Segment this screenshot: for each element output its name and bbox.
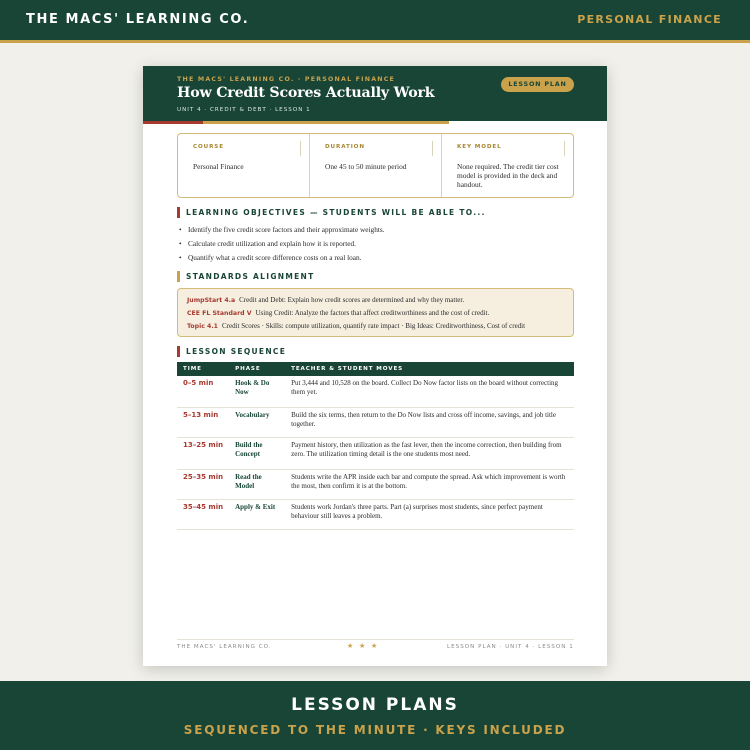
footer-page-label: LESSON PLAN · UNIT 4 · LESSON 1 [447,644,574,650]
phase-cell: Build the Concept [229,437,285,469]
table-row [177,499,574,529]
standard-code: CEE FL Standard V [187,310,252,317]
phase-cell: Vocabulary [229,407,285,437]
header-accent-gold [203,121,449,124]
doc-eyebrow: THE MACS' LEARNING CO. · PERSONAL FINANCE [177,76,396,83]
table-header-row [177,362,574,376]
subject-label: PERSONAL FINANCE [577,13,722,26]
lesson-plan-badge: LESSON PLAN [501,77,574,92]
banner-tagline: SEQUENCED TO THE MINUTE · KEYS INCLUDED [183,723,567,737]
info-duration [309,134,441,197]
list-item: • Calculate credit utilization and explain how it is reported. [179,237,579,251]
bottom-banner [0,681,750,750]
doc-header [143,66,607,121]
course-info-box [177,133,574,198]
time-cell: 25–35 min [177,469,229,499]
phase-cell: Read the Model [229,469,285,499]
time-cell: 13–25 min [177,437,229,469]
footer-rule [177,639,574,640]
objectives-heading: LEARNING OBJECTIVES — STUDENTS WILL BE ABLE TO... [177,207,486,218]
lesson-plan-page [143,66,607,666]
table-row [177,376,574,407]
table-row [177,407,574,437]
column-header-phase: PHASE [229,362,285,376]
standards-heading: STANDARDS ALIGNMENT [177,271,315,282]
standard-row [187,294,564,307]
info-label: COURSE [193,144,224,150]
list-item: • Identify the five credit score factors and their approximate weights. [179,223,579,237]
moves-cell: Payment history, then utilization as the fast lever, then the income correction, then building from zero. The utilization timing detail is the one students most need. [285,437,574,469]
standard-code: JumpStart 4.a [187,297,236,304]
divider [564,141,565,156]
info-course [178,134,309,197]
table-row [177,437,574,469]
banner-headline: LESSON PLANS [291,695,459,715]
info-value: Personal Finance [193,162,244,171]
divider [300,141,301,156]
time-cell: 5–13 min [177,407,229,437]
standard-row [187,320,564,333]
phase-cell: Apply & Exit [229,499,285,529]
moves-cell: Put 3,444 and 10,528 on the board. Collect Do Now factor lists on the board without correcting them yet. [285,376,574,407]
moves-cell: Build the six terms, then return to the Do Now lists and cross off income, savings, and job title together. [285,407,574,437]
standard-text: Credit Scores · Skills: compute utilization, quantify rate impact · Big Ideas: Creditworthiness, Cost of credit [221,322,526,330]
column-header-moves: TEACHER & STUDENT MOVES [285,362,574,376]
header-accent-red [143,121,203,124]
standard-row [187,307,564,320]
divider [432,141,433,156]
standard-code: Topic 4.1 [187,323,218,330]
info-value: One 45 to 50 minute period [325,162,407,171]
standards-box [177,288,574,337]
top-banner-rule [0,40,750,43]
phase-cell: Hook & Do Now [229,376,285,407]
moves-cell: Students write the APR inside each bar and compute the spread. Ask which improvement is worth the most, then confirm it is at the bottom. [285,469,574,499]
sequence-heading: LESSON SEQUENCE [177,346,286,357]
doc-unit: UNIT 4 · CREDIT & DEBT · LESSON 1 [177,107,311,113]
standard-text: Credit and Debt: Explain how credit scores are determined and why they matter. [239,296,465,304]
standard-text: Using Credit: Analyze the factors that affect creditworthiness and the cost of credit. [255,309,490,317]
time-cell: 0–5 min [177,376,229,407]
doc-title: How Credit Scores Actually Work [177,85,435,101]
info-key-model [441,134,573,197]
info-value: None required. The credit tier cost model is provided in the deck and handout. [457,162,559,189]
list-item: • Quantify what a credit score difference costs on a real loan. [179,251,579,265]
moves-cell: Students work Jordan's three parts. Part (a) surprises most students, since perfect payment behaviour still leaves a problem. [285,499,574,529]
lesson-sequence-table [177,362,574,530]
info-label: KEY MODEL [457,144,502,150]
table-row [177,469,574,499]
footer-stars-icon: ★ ★ ★ [347,642,380,650]
brand-name: THE MACS' LEARNING CO. [26,12,250,27]
info-label: DURATION [325,144,365,150]
footer-brand: THE MACS' LEARNING CO. [177,644,272,650]
objectives-list [179,223,579,265]
time-cell: 35–45 min [177,499,229,529]
top-banner [0,0,750,40]
column-header-time: TIME [177,362,229,376]
